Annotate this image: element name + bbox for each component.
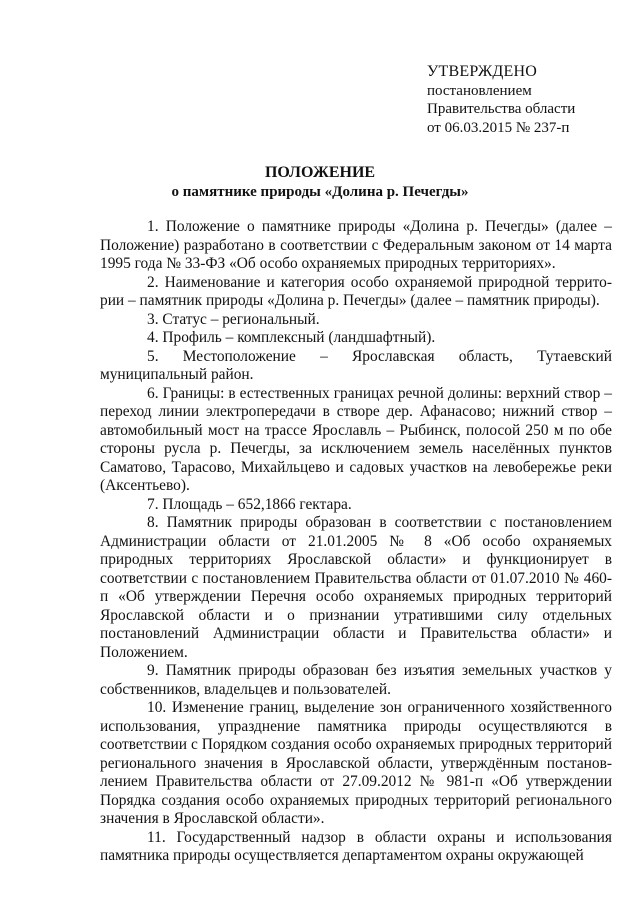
paragraph-5: 5. Местоположение – Ярославская область, Тутаевский муниципальный район.: [100, 347, 612, 383]
paragraph-3: 3. Статус – региональный.: [147, 310, 320, 328]
document-subtitle: о памятнике природы «Долина р. Печегды»: [171, 184, 469, 200]
approval-line: постановлением: [427, 82, 532, 99]
approval-stamp: [427, 63, 575, 137]
paragraph-2: 2. Наименование и категория особо охраняемой природной территории – памятник природы «Долина р. Печегды» (далее – памятник природы).: [100, 273, 612, 309]
paragraph-4: 4. Профиль – комплексный (ландшафтный).: [147, 329, 436, 346]
document-body: [100, 218, 612, 866]
paragraph-1: 1. Положение о памятнике природы «Долина р. Печегды» (далее – Положение) разработано в соответствии с Федеральным законом от 14 марта 1995 года № 33-ФЗ «Об особо охраняемых природных территориях».: [100, 218, 612, 272]
paragraph-10: 10. Изменение границ, выделение зон ограниченного хозяйственного использования, упразднение памятника природы осуществляются в соответствии с Порядком создания особо охраняемых природных территорий регионального значения в Ярославской области, утверждённым постановлением Правительства области от 27.09.2012 № 981-п «Об утверждении Порядка создания особо охраняемых природных территорий регионального значения в Ярославской области».: [100, 699, 612, 827]
approval-date-number: от 06.03.2015 № 237-п: [427, 119, 570, 136]
paragraph-7: 7. Площадь – 652,1866 гектара.: [147, 495, 352, 513]
paragraph-8: 8. Памятник природы образован в соответствии с постановлением Администрации области от 21.01.2005 № 8 «Об особо охраняемых природных территориях Ярославской области» и функционирует в соответствии с постановлением Правительства области от 01.07.2010 № 460-п «Об утверждении Перечня особо охраняемых природных территорий Ярославской области и о признании утратившими силу отдельных постановлений Администрации области и Правительства области» и Положением.: [100, 514, 612, 661]
paragraph-11: 11. Государственный надзор в области охраны и использования памятника природы осуществляется департаментом охраны окружающей: [100, 828, 612, 864]
approval-line: Правительства области: [427, 101, 576, 117]
approval-heading: УТВЕРЖДЕНО: [427, 63, 538, 80]
paragraph-6: 6. Границы: в естественных границах речной долины: верхний створ – переход линии электропередачи в створе дер. Афанасово; нижний створ – автомобильный мост на трассе Ярославль – Рыбинск, полосой 250 м по обе стороны русла р. Печегды, за исключением земель населённых пунктов Саматово, Тарасово, Михайльцево и садовых участков на левобережье реки (Аксентьево).: [100, 384, 612, 494]
paragraph-9: 9. Памятник природы образован без изъятия земельных участков у собственников, владельцев и пользователей.: [100, 662, 612, 698]
document-title: ПОЛОЖЕНИЕ: [264, 164, 376, 181]
